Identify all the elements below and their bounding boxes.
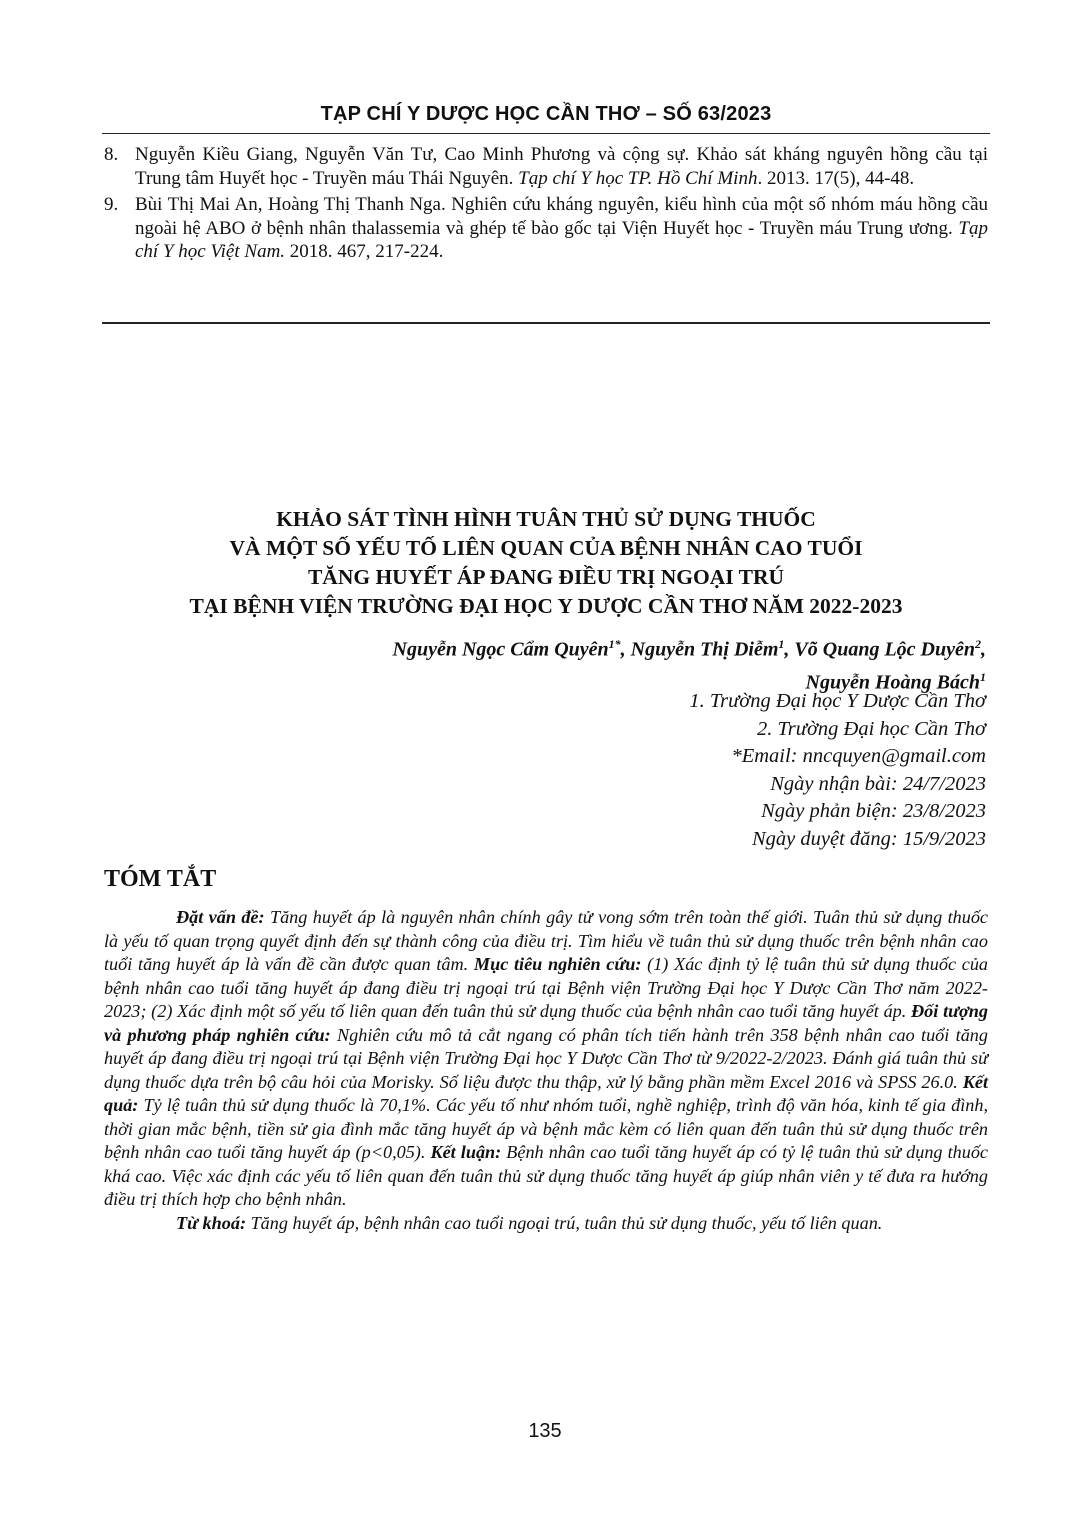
section-divider	[102, 322, 990, 324]
author-name: Nguyễn Ngọc Cẩm Quyên	[392, 638, 609, 661]
abstract-label: Kết luận:	[430, 1142, 502, 1162]
affiliation-line: 2. Trường Đại học Cần Thơ	[757, 717, 986, 740]
reference-tail: 2018. 467, 217-224.	[285, 241, 444, 262]
corresponding-email: *Email: nncquyen@gmail.com	[731, 745, 986, 767]
abstract-label: Đặt vấn đề:	[176, 907, 265, 927]
reference-tail: . 2013. 17(5), 44-48.	[757, 167, 915, 189]
reference-journal: Tạp chí Y học Việt Nam.	[135, 217, 988, 262]
keywords-paragraph	[104, 1212, 988, 1236]
author-separator: ,	[620, 638, 631, 661]
title-line: TĂNG HUYẾT ÁP ĐANG ĐIỀU TRỊ NGOẠI TRÚ	[307, 565, 785, 589]
date-accepted: Ngày duyệt đăng: 15/9/2023	[751, 827, 986, 850]
keywords-text: Tăng huyết áp, bệnh nhân cao tuổi ngoại trú, tuân thủ sử dụng thuốc, yếu tố liên quan.	[246, 1212, 883, 1233]
author-affiliation-mark: 1	[778, 637, 785, 651]
affiliation-line: 1. Trường Đại học Y Dược Cần Thơ	[689, 690, 986, 712]
reference-text: Nguyễn Kiều Giang, Nguyễn Văn Tư, Cao Minh Phương và cộng sự. Khảo sát kháng nguyên hồng cầu tại Trung tâm Huyết học - Truyền máu Thái Nguyên.	[135, 144, 988, 189]
affiliation-block	[286, 688, 986, 853]
reference-item	[104, 193, 988, 264]
title-line: TẠI BỆNH VIỆN TRƯỜNG ĐẠI HỌC Y DƯỢC CẦN THƠ NĂM 2022-2023	[189, 594, 903, 618]
abstract-body	[104, 906, 988, 1235]
abstract-label: Kết quả:	[104, 1071, 988, 1115]
author-affiliation-mark: 1	[980, 669, 986, 684]
author-name: Võ Quang Lộc Duyên	[794, 638, 975, 661]
abstract-paragraph	[104, 906, 988, 1212]
reference-number: 9.	[104, 194, 119, 215]
date-reviewed: Ngày phản biện: 23/8/2023	[761, 800, 986, 822]
title-line: VÀ MỘT SỐ YẾU TỐ LIÊN QUAN CỦA BỆNH NHÂN CAO TUỔI	[229, 536, 863, 560]
page-number: 135	[528, 1420, 562, 1442]
article-title	[60, 505, 1032, 621]
reference-number: 8.	[104, 144, 119, 165]
keywords-label: Từ khoá:	[176, 1212, 247, 1233]
header-rule	[102, 133, 990, 134]
title-line: KHẢO SÁT TÌNH HÌNH TUÂN THỦ SỬ DỤNG THUỐC	[276, 507, 816, 531]
author-list	[86, 631, 986, 696]
date-received: Ngày nhận bài: 24/7/2023	[770, 772, 986, 795]
reference-list	[104, 143, 988, 267]
abstract-text: Bệnh nhân cao tuổi tăng huyết áp có tỷ lệ tuân thủ sử dụng thuốc khá cao. Việc xác định các yếu tố liên quan đến tuân thủ sử dụng thuốc tăng huyết áp giúp nhân viên y tế đưa ra hướng điều trị thích hợp cho bệnh nhân.	[104, 1142, 988, 1209]
author-separator: ,	[784, 638, 795, 661]
author-name: Nguyễn Hoàng Bách	[805, 671, 980, 694]
abstract-text: Nghiên cứu mô tả cắt ngang có phân tích tiến hành trên 358 bệnh nhân cao tuổi tăng huyết áp đang điều trị ngoại trú tại Bệnh viện Trường Đại học Y Dược Cần Thơ từ 9/2022-2/2023. Đánh giá tuân thủ sử dụng thuốc dựa trên bộ câu hỏi của Morisky. Số liệu được thu thập, xử lý bằng phần mềm Excel 2016 và SPSS 26.0.	[104, 1024, 988, 1092]
abstract-text: (1) Xác định tỷ lệ tuân thủ sử dụng thuốc của bệnh nhân cao tuổi tăng huyết áp đang điều trị ngoại trú tại Bệnh viện Trường Đại học Y Dược Cần Thơ năm 2022-2023; (2) Xác định một số yếu tố liên quan đến tuân thủ sử dụng thuốc của bệnh nhân cao tuổi tăng huyết áp.	[104, 954, 989, 1021]
abstract-text: Tỷ lệ tuân thủ sử dụng thuốc là 70,1%. Các yếu tố như nhóm tuổi, nghề nghiệp, trình độ văn hóa, kinh tế gia đình, thời gian mắc bệnh, tiền sử gia đình mắc tăng huyết áp và bệnh mắc kèm có liên quan đến tuân thủ sử dụng thuốc trên bệnh nhân cao tuổi tăng huyết áp (p<0,05).	[104, 1095, 988, 1162]
reference-text: Bùi Thị Mai An, Hoàng Thị Thanh Nga. Nghiên cứu kháng nguyên, kiểu hình của một số nhóm máu hồng cầu ngoài hệ ABO ở bệnh nhân thalassemia và ghép tế bào gốc tại Viện Huyết học - Truyền máu Trung ương.	[135, 194, 988, 239]
abstract-text: Tăng huyết áp là nguyên nhân chính gây tử vong sớm trên toàn thế giới. Tuân thủ sử dụng thuốc là yếu tố quan trọng quyết định đến sự thành công của điều trị. Tìm hiểu về tuân thủ sử dụng thuốc trên bệnh nhân cao tuổi tăng huyết áp là vấn đề cần được quan tâm.	[104, 907, 989, 974]
author-name: Nguyễn Thị Diễm	[630, 638, 779, 661]
author-line	[86, 631, 986, 664]
author-separator: ,	[981, 638, 986, 661]
journal-running-header: TẠP CHÍ Y DƯỢC HỌC CẦN THƠ – SỐ 63/2023	[320, 103, 772, 125]
abstract-label: Mục tiêu nghiên cứu:	[473, 954, 642, 974]
reference-item	[104, 143, 988, 190]
author-affiliation-mark: 1*	[608, 637, 621, 651]
author-affiliation-mark: 2	[975, 637, 981, 651]
abstract-label: Đối tượng và phương pháp nghiên cứu:	[104, 1001, 988, 1045]
reference-journal: Tạp chí Y học TP. Hồ Chí Minh	[518, 167, 758, 189]
abstract-heading: TÓM TẮT	[104, 866, 217, 892]
